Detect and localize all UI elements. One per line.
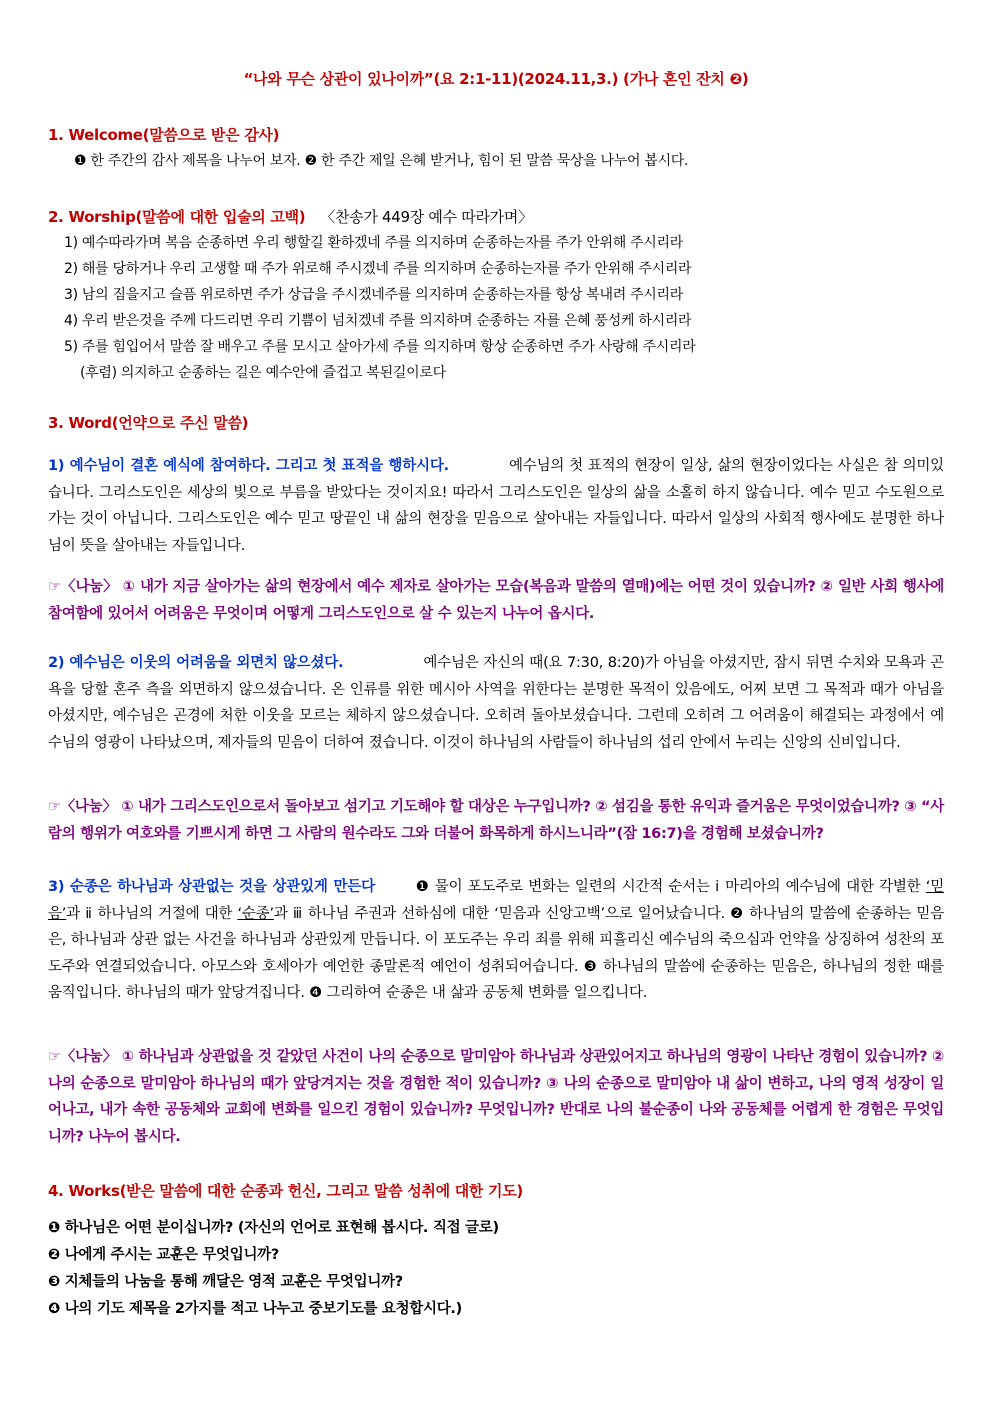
hymn-verse-5: 5) 주를 힘입어서 말씀 잘 배우고 주를 모시고 살아가세 주를 의지하며 항상 순종하면 주가 사랑해 주시리라 (64, 339, 696, 355)
word-point-3-text-c: 과 ⅲ 하나님 주권과 선하심에 대한 ‘믿음과 신앙고백’으로 일어났습니다. ❷ 하나님의 말씀에 순종하는 믿음은, 하나님과 상관 없는 사건을 하나님과 상관있게 만듭니다. 이 포도주는 우리 죄를 위해 피흘리신 예수님의 죽으심과 언약을 상징하여 성찬의 포도주와 연결되었습니다. 아모스와 호세아가 예언한 종말론적 예언이 성취되어습니다. ❸ 하나님의 말씀에 순종하는 믿음은, 하나님의 정한 때를 움직입니다. 하나님의 때가 앞당겨집니다. ❹ 그리하여 순종은 내 삶과 공동체 변화를 일으킵니다. (48, 905, 944, 1001)
hymn-chorus: (후렴) 의지하고 순종하는 길은 예수안에 즐겁고 복된길이로다 (80, 365, 446, 381)
word-point-3-underline-faith: ‘믿음’ (48, 879, 944, 922)
word-point-2-text: 예수님은 자신의 때(요 7:30, 8:20)가 아님을 아셨지만, 잠시 뒤면 수치와 모욕과 곤욕을 당할 혼주 측을 외면하지 않으셨습니다. 온 인류를 위한 메시아 사역을 위한다는 분명한 목적이 있음에도, 어찌 보면 그 목적과 때가 아님을 아셨지만, 예수님은 곤경에 처한 이웃을 모르는 체하지 않으셨습니다. 오히려 돌아보셨습니다. 그런데 오히려 그 어려움이 해결되는 과정에서 예수님의 영광이 나타났으며, 제자들의 믿음이 더하여 졌습니다. 이것이 하나님의 사람들이 하나님의 섭리 안에서 누리는 신앙의 신비입니다. (48, 655, 944, 751)
share-1: ☞〈나눔〉 ① 내가 지금 살아가는 삶의 현장에서 예수 제자로 살아가는 모습(복음과 말씀의 열매)에는 어떤 것이 있습니까? ② 일반 사회 행사에 참여함에 있어서 어려움은 무엇이며 어떻게 그리스도인으로 살 수 있는지 나누어 옵시다. (48, 579, 944, 622)
works-heading: 4. Works(받은 말씀에 대한 순종과 헌신, 그리고 말씀 성취에 대한 기도) (48, 1182, 523, 1200)
works-item-2: ❷ 나에게 주시는 교훈은 무엇입니까? (48, 1247, 279, 1263)
word-point-3-underline-obedience: ‘순종’ (237, 905, 274, 922)
word-point-1-title: 1) 예수님이 결혼 예식에 참여하다. 그리고 첫 표적을 행하시다. (48, 458, 449, 474)
word-point-3-title: 3) 순종은 하나님과 상관없는 것을 상관있게 만든다 (48, 879, 375, 895)
word-point-2-title: 2) 예수님은 이웃의 어려움을 외면치 않으셨다. (48, 655, 344, 671)
works-item-3: ❸ 지체들의 나눔을 통해 깨달은 영적 교훈은 무엇입니까? (48, 1274, 403, 1290)
worship-heading-row (48, 206, 533, 227)
hymn-verse-2: 2) 해를 당하거나 우리 고생할 때 주가 위로해 주시겠네 주를 의지하며 순종하는자를 주가 안위해 주시리라 (64, 261, 692, 277)
worship-heading: 2. Worship(말씀에 대한 입술의 고백) (48, 208, 306, 226)
word-point-2 (48, 650, 944, 756)
welcome-line: ❶ 한 주간의 감사 제목을 나누어 보자. ❷ 한 주간 제일 은혜 받거나, 힘이 된 말씀 묵상을 나누어 봅시다. (74, 153, 689, 169)
hymn-verse-1: 1) 예수따라가며 복음 순종하면 우리 행할길 환하겠네 주를 의지하며 순종하는자를 주가 안위해 주시리라 (64, 235, 683, 251)
word-point-1 (48, 453, 944, 559)
welcome-heading: 1. Welcome(말씀으로 받은 감사) (48, 126, 280, 144)
word-heading: 3. Word(언약으로 주신 말씀) (48, 414, 249, 432)
word-point-3 (48, 874, 944, 1007)
word-point-3-text-b: 과 ⅱ 하나님의 거절에 대한 (66, 905, 238, 922)
hymn-verse-3: 3) 남의 짐을지고 슬픔 위로하면 주가 상급을 주시겠네주를 의지하며 순종하는자를 항상 복내려 주시리라 (64, 287, 683, 303)
hymn-title: 〈찬송가 449장 예수 따라가며〉 (320, 208, 533, 226)
page-title: “나와 무슨 상관이 있나이까”(요 2:1-11)(2024.11,3.) (가나 혼인 잔치 ❷) (243, 70, 749, 88)
works-item-4: ❹ 나의 기도 제목을 2가지를 적고 나누고 중보기도를 요청합시다.) (48, 1301, 462, 1317)
hymn-verse-4: 4) 우리 받은것을 주께 다드리면 우리 기쁨이 넘치겠네 주를 의지하며 순종하는 자를 은혜 풍성케 하시리라 (64, 313, 692, 329)
share-2: ☞〈나눔〉 ① 내가 그리스도인으로서 돌아보고 섬기고 기도해야 할 대상은 누구입니까? ② 섬김을 통한 유익과 즐거움은 무엇이었습니까? ③ “사람의 행위가 여호와를 기쁘시게 하면 그 사람의 원수라도 그와 더불어 화목하게 하시느니라”(잠 16:7)을 경험해 보셨습니까? (48, 799, 944, 842)
works-item-1: ❶ 하나님은 어떤 분이십니까? (자신의 언어로 표현해 봅시다. 직접 글로) (48, 1220, 499, 1236)
word-point-3-text-a: ❶ 물이 포도주로 변화는 일련의 시간적 순서는 ⅰ 마리아의 예수님에 대한 각별한 (414, 879, 926, 895)
share-3: ☞〈나눔〉 ① 하나님과 상관없을 것 같았던 사건이 나의 순종으로 말미암아 하나님과 상관있어지고 하나님의 영광이 나타난 경험이 있습니까? ② 나의 순종으로 말미암아 하나님의 때가 앞당겨지는 것을 경험한 적이 있습니까? ③ 나의 순종으로 말미암아 내 삶이 변하고, 나의 영적 성장이 일어나고, 내가 속한 공동체와 교회에 변화를 일으킨 경험이 있습니까? 무엇입니까? 반대로 나의 불순종이 나와 공동체를 어렵게 한 경험은 무엇입니까? 나누어 봅시다. (48, 1049, 944, 1145)
word-point-1-text: 예수님의 첫 표적의 현장이 일상, 삶의 현장이었다는 사실은 참 의미있습니다. 그리스도인은 세상의 빛으로 부름을 받았다는 것이지요! 따라서 그리스도인은 일상의 삶을 소홀히 하지 않습니다. 예수 믿고 수도원으로 가는 것이 아닙니다. 그리스도인은 예수 믿고 땅끝인 내 삶의 현장을 믿음으로 살아내는 자들입니다. 따라서 일상의 사회적 행사에도 분명한 하나님이 뜻을 살아내는 자들입니다. (48, 458, 944, 554)
